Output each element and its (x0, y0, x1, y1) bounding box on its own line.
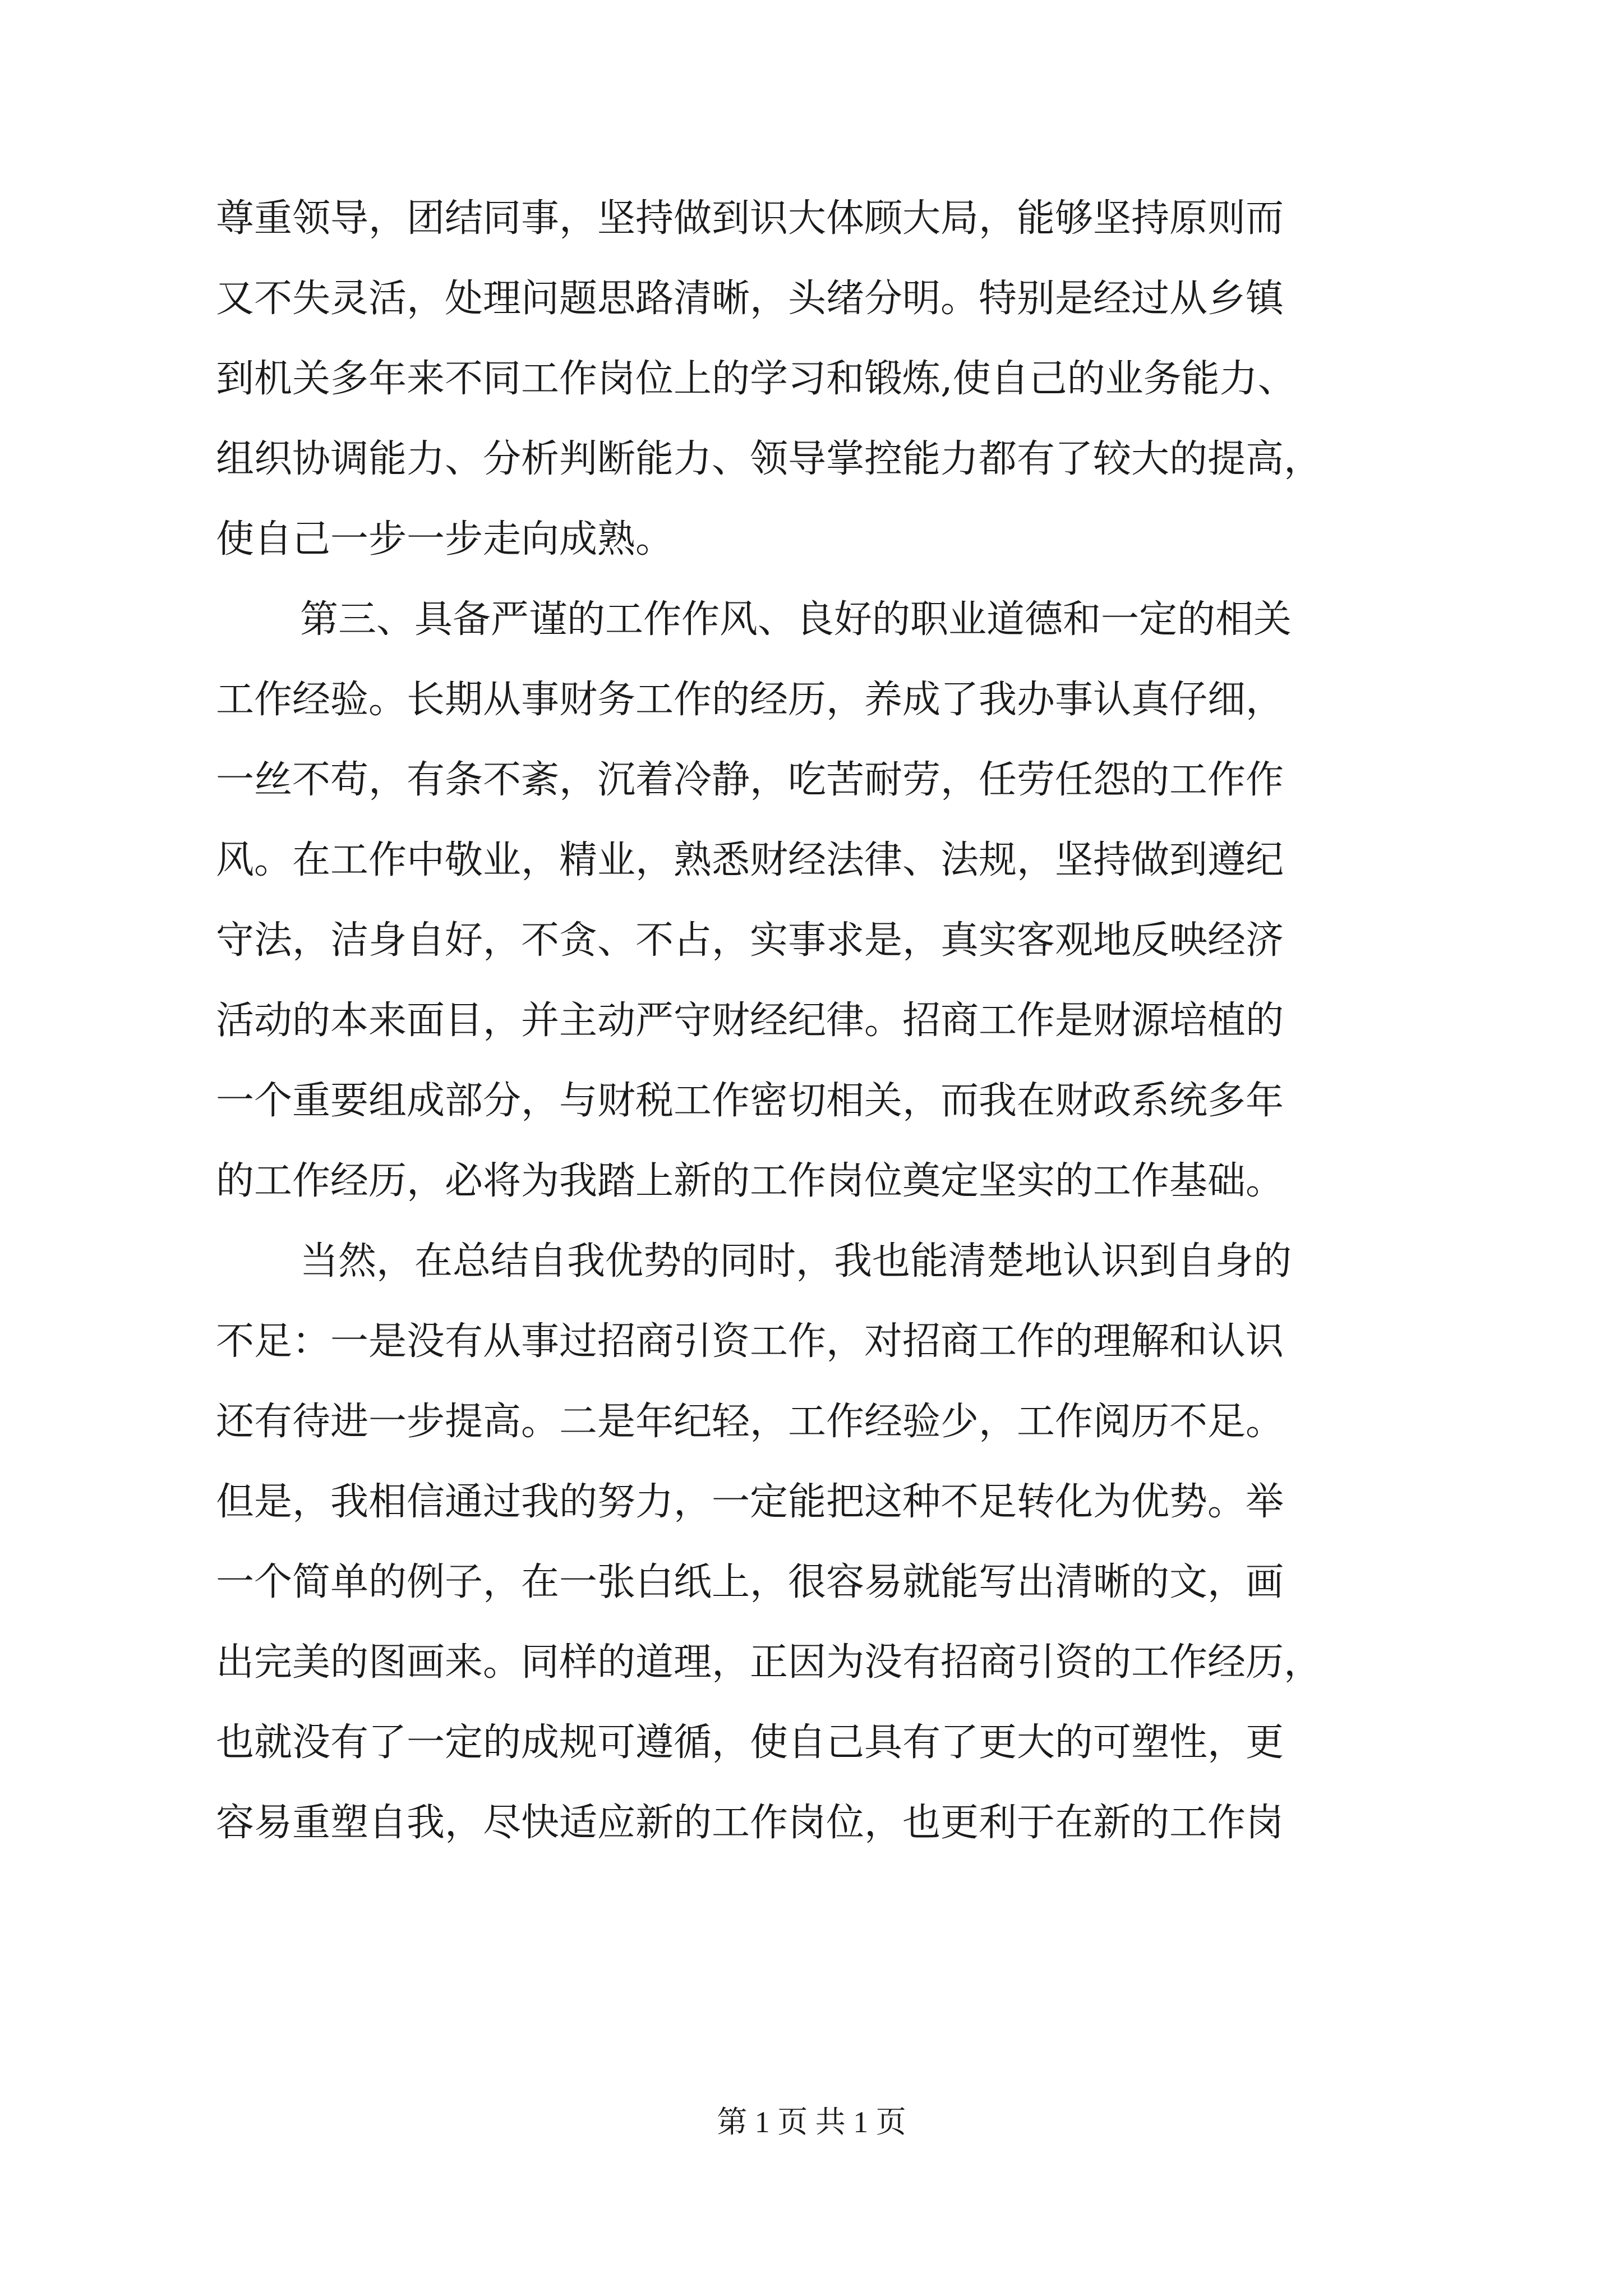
text-line: 组织协调能力、分析判断能力、领导掌控能力都有了较大的提高， (216, 437, 1322, 481)
document-body (216, 178, 1427, 1863)
text-line: 容易重塑自我，尽快适应新的工作岗位，也更利于在新的工作岗 (216, 1801, 1284, 1845)
text-line: 守法，洁身自好，不贪、不占，实事求是，真实客观地反映经济 (216, 918, 1284, 963)
text-line: 尊重领导，团结同事，坚持做到识大体顾大局，能够坚持原则而 (216, 196, 1284, 241)
text-line: 一个重要组成部分，与财税工作密切相关，而我在财政系统多年 (216, 1079, 1284, 1123)
paragraph (216, 1221, 1427, 1863)
text-line: 的工作经历，必将为我踏上新的工作岗位奠定坚实的工作基础。 (216, 1159, 1284, 1203)
text-line: 当然，在总结自我优势的同时，我也能清楚地认识到自身的 (300, 1239, 1292, 1283)
text-line: 出完美的图画来。同样的道理，正因为没有招商引资的工作经历， (216, 1640, 1322, 1685)
page-footer: 第 1 页 共 1 页 (717, 2105, 906, 2139)
text-line: 风。在工作中敬业，精业，熟悉财经法律、法规，坚持做到遵纪 (216, 838, 1284, 882)
text-line: 也就没有了一定的成规可遵循，使自己具有了更大的可塑性，更 (216, 1720, 1284, 1765)
text-line: 使自己一步一步走向成熟。 (216, 517, 674, 562)
text-line: 活动的本来面目，并主动严守财经纪律。招商工作是财源培植的 (216, 999, 1284, 1043)
text-line: 不足：一是没有从事过招商引资工作，对招商工作的理解和认识 (216, 1319, 1284, 1364)
text-line: 到机关多年来不同工作岗位上的学习和锻炼,使自己的业务能力、 (216, 357, 1296, 401)
text-line: 又不失灵活，处理问题思路清晰，头绪分明。特别是经过从乡镇 (216, 277, 1284, 321)
text-line: 但是，我相信通过我的努力，一定能把这种不足转化为优势。举 (216, 1480, 1284, 1524)
text-line: 第三、具备严谨的工作作风、良好的职业道德和一定的相关 (300, 597, 1292, 642)
text-line: 还有待进一步提高。二是年纪轻，工作经验少，工作阅历不足。 (216, 1400, 1284, 1444)
text-line: 一丝不苟，有条不紊，沉着冷静，吃苦耐劳，任劳任怨的工作作 (216, 758, 1284, 802)
paragraph (216, 178, 1427, 579)
paragraph (216, 579, 1427, 1221)
text-line: 一个简单的例子，在一张白纸上，很容易就能写出清晰的文，画 (216, 1560, 1284, 1604)
text-line: 工作经验。长期从事财务工作的经历，养成了我办事认真仔细， (216, 678, 1284, 722)
